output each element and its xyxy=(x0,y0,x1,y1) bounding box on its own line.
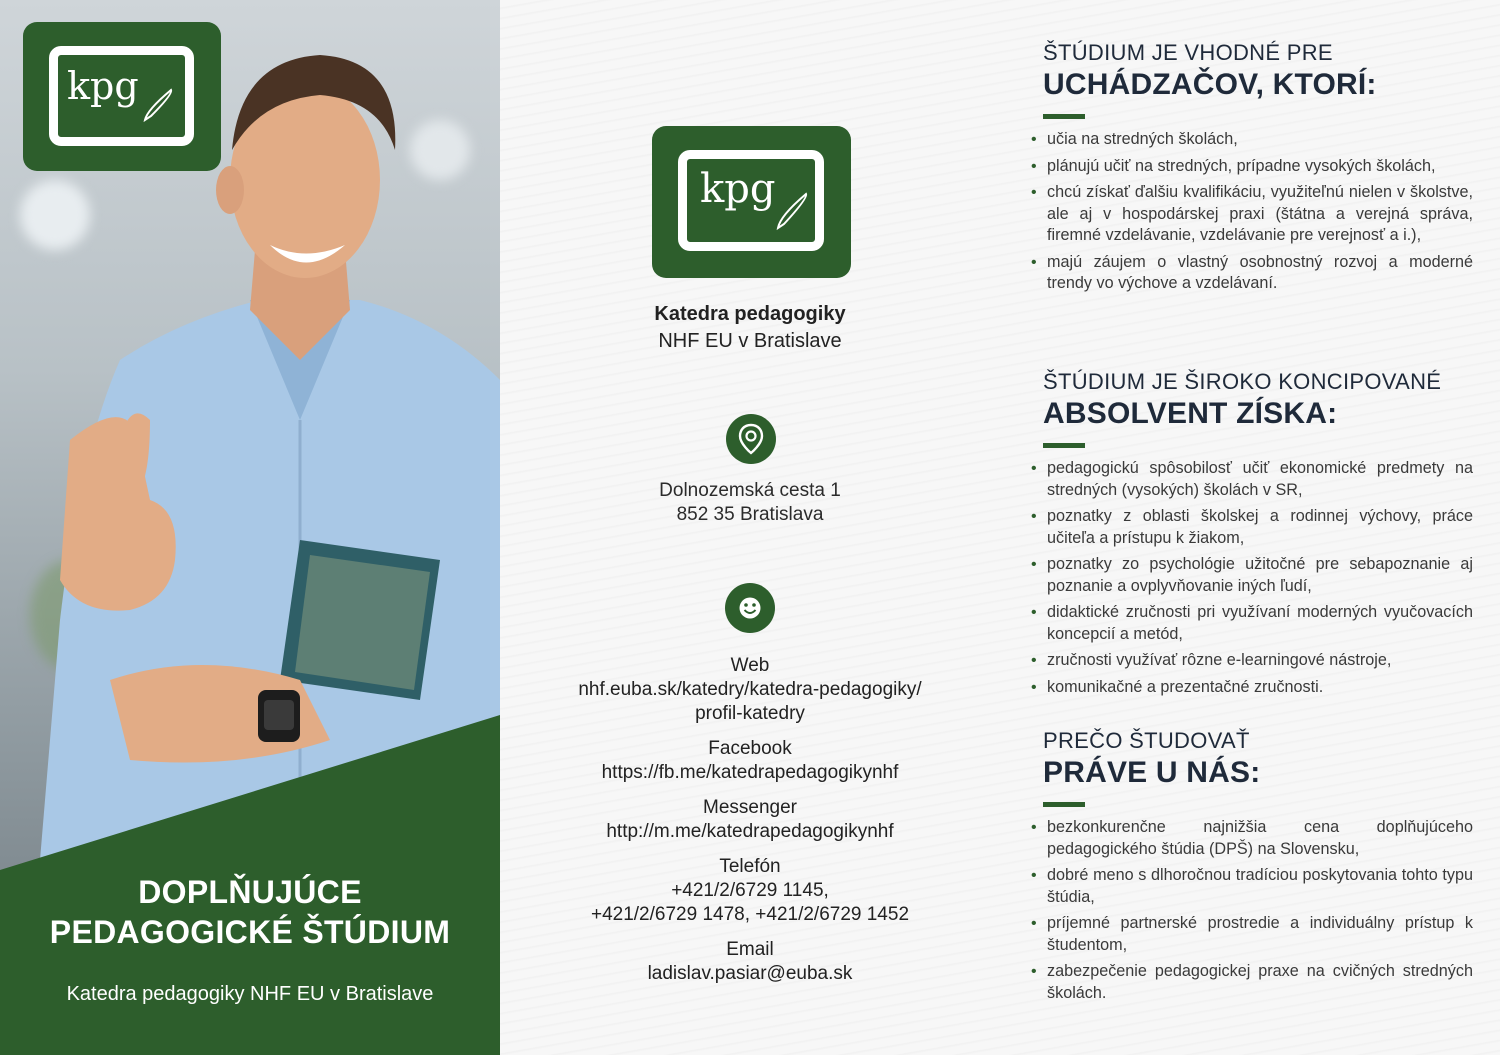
email-link[interactable]: ladislav.pasiar@euba.sk xyxy=(647,963,853,984)
section-kicker: ŠTÚDIUM JE ŠIROKO KONCIPOVANÉ xyxy=(1043,369,1442,394)
bullet-list xyxy=(1031,458,1473,698)
section-why-us xyxy=(1043,728,1473,1009)
contact-label: Messenger xyxy=(703,797,797,818)
contact-email xyxy=(520,938,980,986)
list-item: • poznatky z oblasti školskej a rodinnej výchovy, práce učiteľa a prístupu k žiakom, xyxy=(1031,506,1473,549)
section-heading: UCHÁDZAČOV, KTORÍ: xyxy=(1043,68,1377,101)
web-link[interactable]: nhf.euba.sk/katedry/katedra-pedagogiky/ xyxy=(578,679,922,700)
list-item: • chcú získať ďalšiu kvalifikáciu, využiteľnú nielen v školstve, ale aj v hospodárskej praxi (štátna a verejná správa, firemné vzdelávanie, vzdelávanie pre verejnosť a i.), xyxy=(1031,182,1473,247)
kpg-logo xyxy=(23,22,221,171)
list-item: • príjemné partnerské prostredie a individuálny prístup k študentom, xyxy=(1031,913,1473,956)
contact-phone xyxy=(520,855,980,927)
list-item: • dobré meno s dlhoročnou tradíciou poskytovania tohto typu štúdia, xyxy=(1031,865,1473,908)
program-title-line1: DOPLŇUJÚCE xyxy=(138,874,362,910)
section-divider xyxy=(1043,443,1085,448)
pen-icon xyxy=(774,188,814,232)
list-item: • bezkonkurenčne najnižšia cena doplňujúceho pedagogického štúdia (DPŠ) na Slovensku, xyxy=(1031,817,1473,860)
section-divider xyxy=(1043,114,1085,119)
bullet-list xyxy=(1031,817,1473,1004)
program-title xyxy=(0,872,500,952)
department-name: Katedra pedagogiky xyxy=(654,303,846,325)
facebook-link[interactable]: https://fb.me/katedrapedagogikynhf xyxy=(601,762,899,783)
list-item: • komunikačné a prezentačné zručnosti. xyxy=(1031,677,1473,699)
department-faculty: NHF EU v Bratislave xyxy=(658,330,842,352)
location-pin-icon xyxy=(726,414,776,464)
section-kicker: ŠTÚDIUM JE VHODNÉ PRE xyxy=(1043,40,1333,65)
address-street: Dolnozemská cesta 1 xyxy=(659,480,841,501)
section-kicker: PREČO ŠTUDOVAŤ xyxy=(1043,728,1250,753)
list-item: • zručnosti využívať rôzne e-learningové nástroje, xyxy=(1031,650,1473,672)
section-divider xyxy=(1043,802,1085,807)
section-heading: ABSOLVENT ZÍSKA: xyxy=(1043,397,1338,430)
section-candidates xyxy=(1043,40,1473,300)
program-title-line2: PEDAGOGICKÉ ŠTÚDIUM xyxy=(49,914,451,950)
web-link-cont[interactable]: profil-katedry xyxy=(695,703,805,724)
messenger-link[interactable]: http://m.me/katedrapedagogikynhf xyxy=(606,821,894,842)
contact-label: Web xyxy=(730,655,770,676)
contact-facebook xyxy=(520,737,980,785)
phone-number[interactable]: +421/2/6729 1478, +421/2/6729 1452 xyxy=(590,904,910,925)
logo-text: kpg xyxy=(67,64,139,108)
program-subtitle: Katedra pedagogiky NHF EU v Bratislave xyxy=(66,983,434,1005)
smiley-icon xyxy=(725,583,775,633)
list-item: • učia na stredných školách, xyxy=(1031,129,1473,151)
list-item: • majú záujem o vlastný osobnostný rozvoj a moderné trendy vo výchove a vzdelávaní. xyxy=(1031,252,1473,295)
bullet-list xyxy=(1031,129,1473,295)
list-item: • plánujú učiť na stredných, prípadne vysokých školách, xyxy=(1031,156,1473,178)
section-graduate xyxy=(1043,369,1473,703)
phone-number[interactable]: +421/2/6729 1145, xyxy=(671,880,829,901)
address-city: 852 35 Bratislava xyxy=(676,504,824,525)
contact-label: Telefón xyxy=(719,856,781,877)
contact-messenger xyxy=(520,796,980,844)
left-panel xyxy=(0,0,500,1055)
list-item: • pedagogickú spôsobilosť učiť ekonomické predmety na stredných (vysokých) školách v SR, xyxy=(1031,458,1473,501)
contact-list xyxy=(520,654,980,997)
pen-icon xyxy=(141,84,181,124)
section-heading: PRÁVE U NÁS: xyxy=(1043,756,1261,789)
list-item: • zabezpečenie pedagogickej praxe na cvičných stredných školách. xyxy=(1031,961,1473,1004)
contact-label: Email xyxy=(726,939,774,960)
list-item: • didaktické zručnosti pri využívaní moderných vyučovacích koncepcií a metód, xyxy=(1031,602,1473,645)
contact-web xyxy=(520,654,980,726)
logo-text: kpg xyxy=(700,166,776,212)
kpg-logo-large xyxy=(652,126,851,278)
list-item: • poznatky zo psychológie užitočné pre sebapoznanie aj poznanie a ovplyvňovanie iných ľudí, xyxy=(1031,554,1473,597)
contact-label: Facebook xyxy=(708,738,792,759)
